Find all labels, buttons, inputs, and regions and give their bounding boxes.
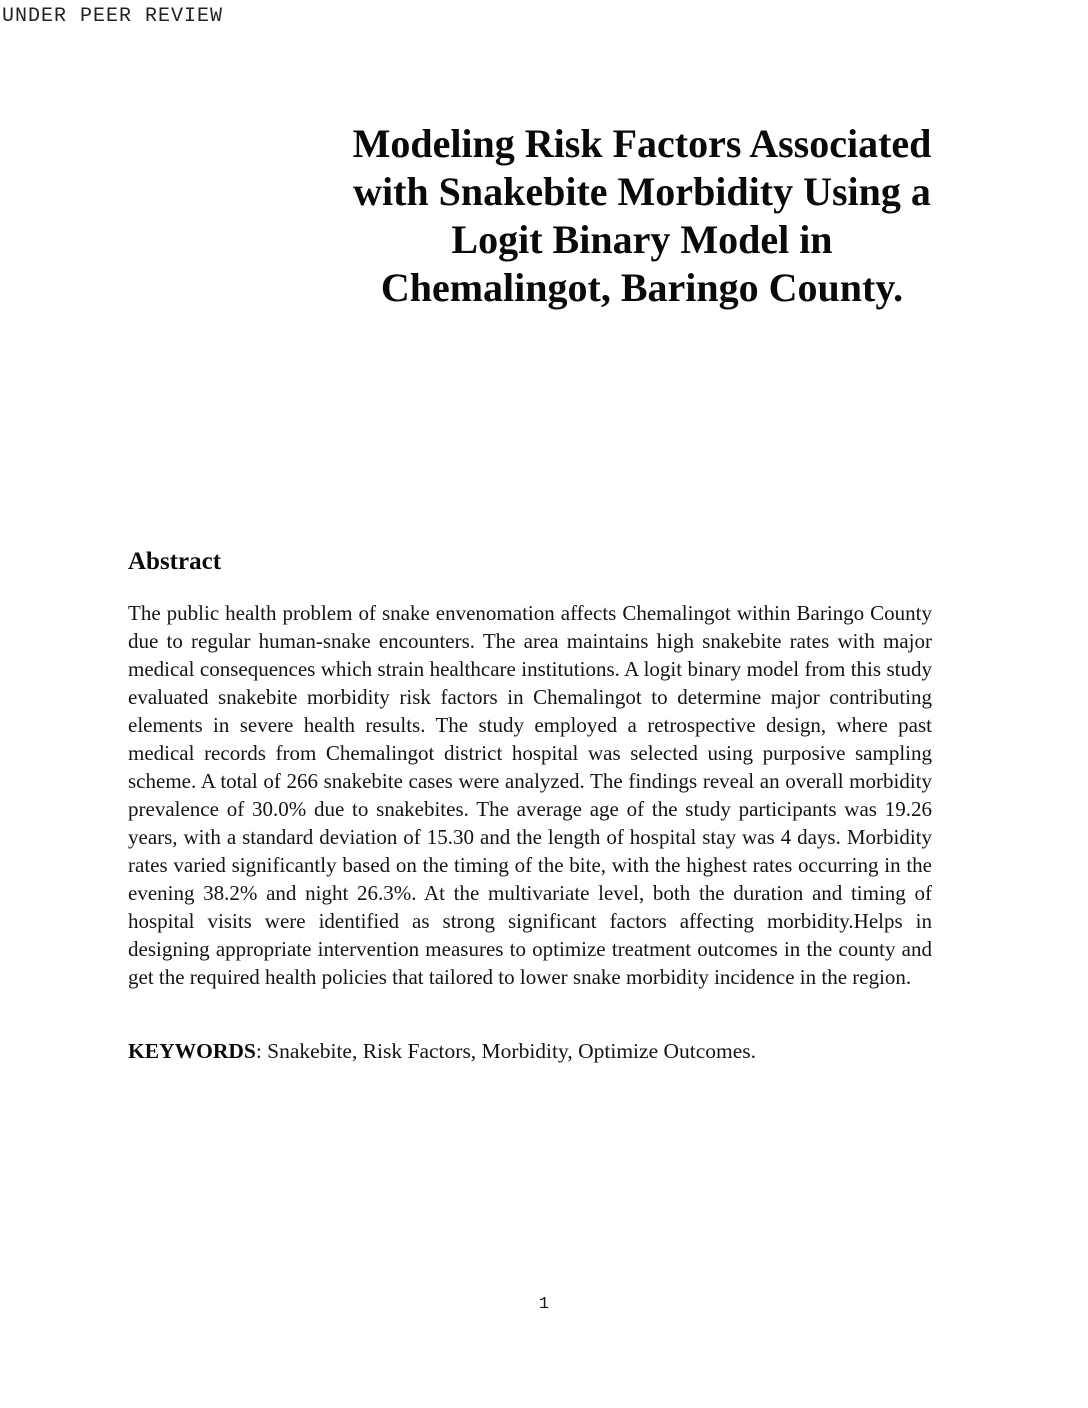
peer-review-watermark: UNDER PEER REVIEW: [2, 5, 224, 28]
paper-title-line-1: Modeling Risk Factors Associated: [352, 121, 932, 166]
page-number: 1: [538, 1295, 550, 1314]
paper-title-line-3: Logit Binary Model in: [451, 217, 833, 262]
keywords-label: KEYWORDS: [128, 1039, 256, 1063]
abstract-heading: Abstract: [128, 548, 222, 575]
abstract-text: The public health problem of snake envenomation affects Chemalingot within Baringo County due to regular human-snake encounters. The area maintains high snakebite rates with major medical consequences which strain healthcare institutions. A logit binary model from this study evaluated snakebite morbidity risk factors in Chemalingot to determine major contributing elements in severe health results. The study employed a retrospective design, where past medical records from Chemalingot district hospital was selected using purposive sampling scheme. A total of 266 snakebite cases were analyzed. The findings reveal an overall morbidity prevalence of 30.0% due to snakebites. The average age of the study participants was 19.26 years, with a standard deviation of 15.30 and the length of hospital stay was 4 days. Morbidity rates varied significantly based on the timing of the bite, with the highest rates occurring in the evening 38.2% and night 26.3%. At the multivariate level, both the duration and timing of hospital visits were identified as strong significant factors affecting morbidity.Helps in designing appropriate intervention measures to optimize treatment outcomes in the county and get the required health policies that tailored to lower snake morbidity incidence in the region.: [128, 601, 932, 989]
keywords-text: : Snakebite, Risk Factors, Morbidity, Optimize Outcomes.: [255, 1039, 757, 1063]
paper-title: [287, 120, 997, 312]
keywords-line: [128, 1037, 932, 1065]
paper-title-line-4: Chemalingot, Baringo County.: [380, 265, 904, 310]
paper-title-line-2: with Snakebite Morbidity Using a: [353, 169, 931, 214]
